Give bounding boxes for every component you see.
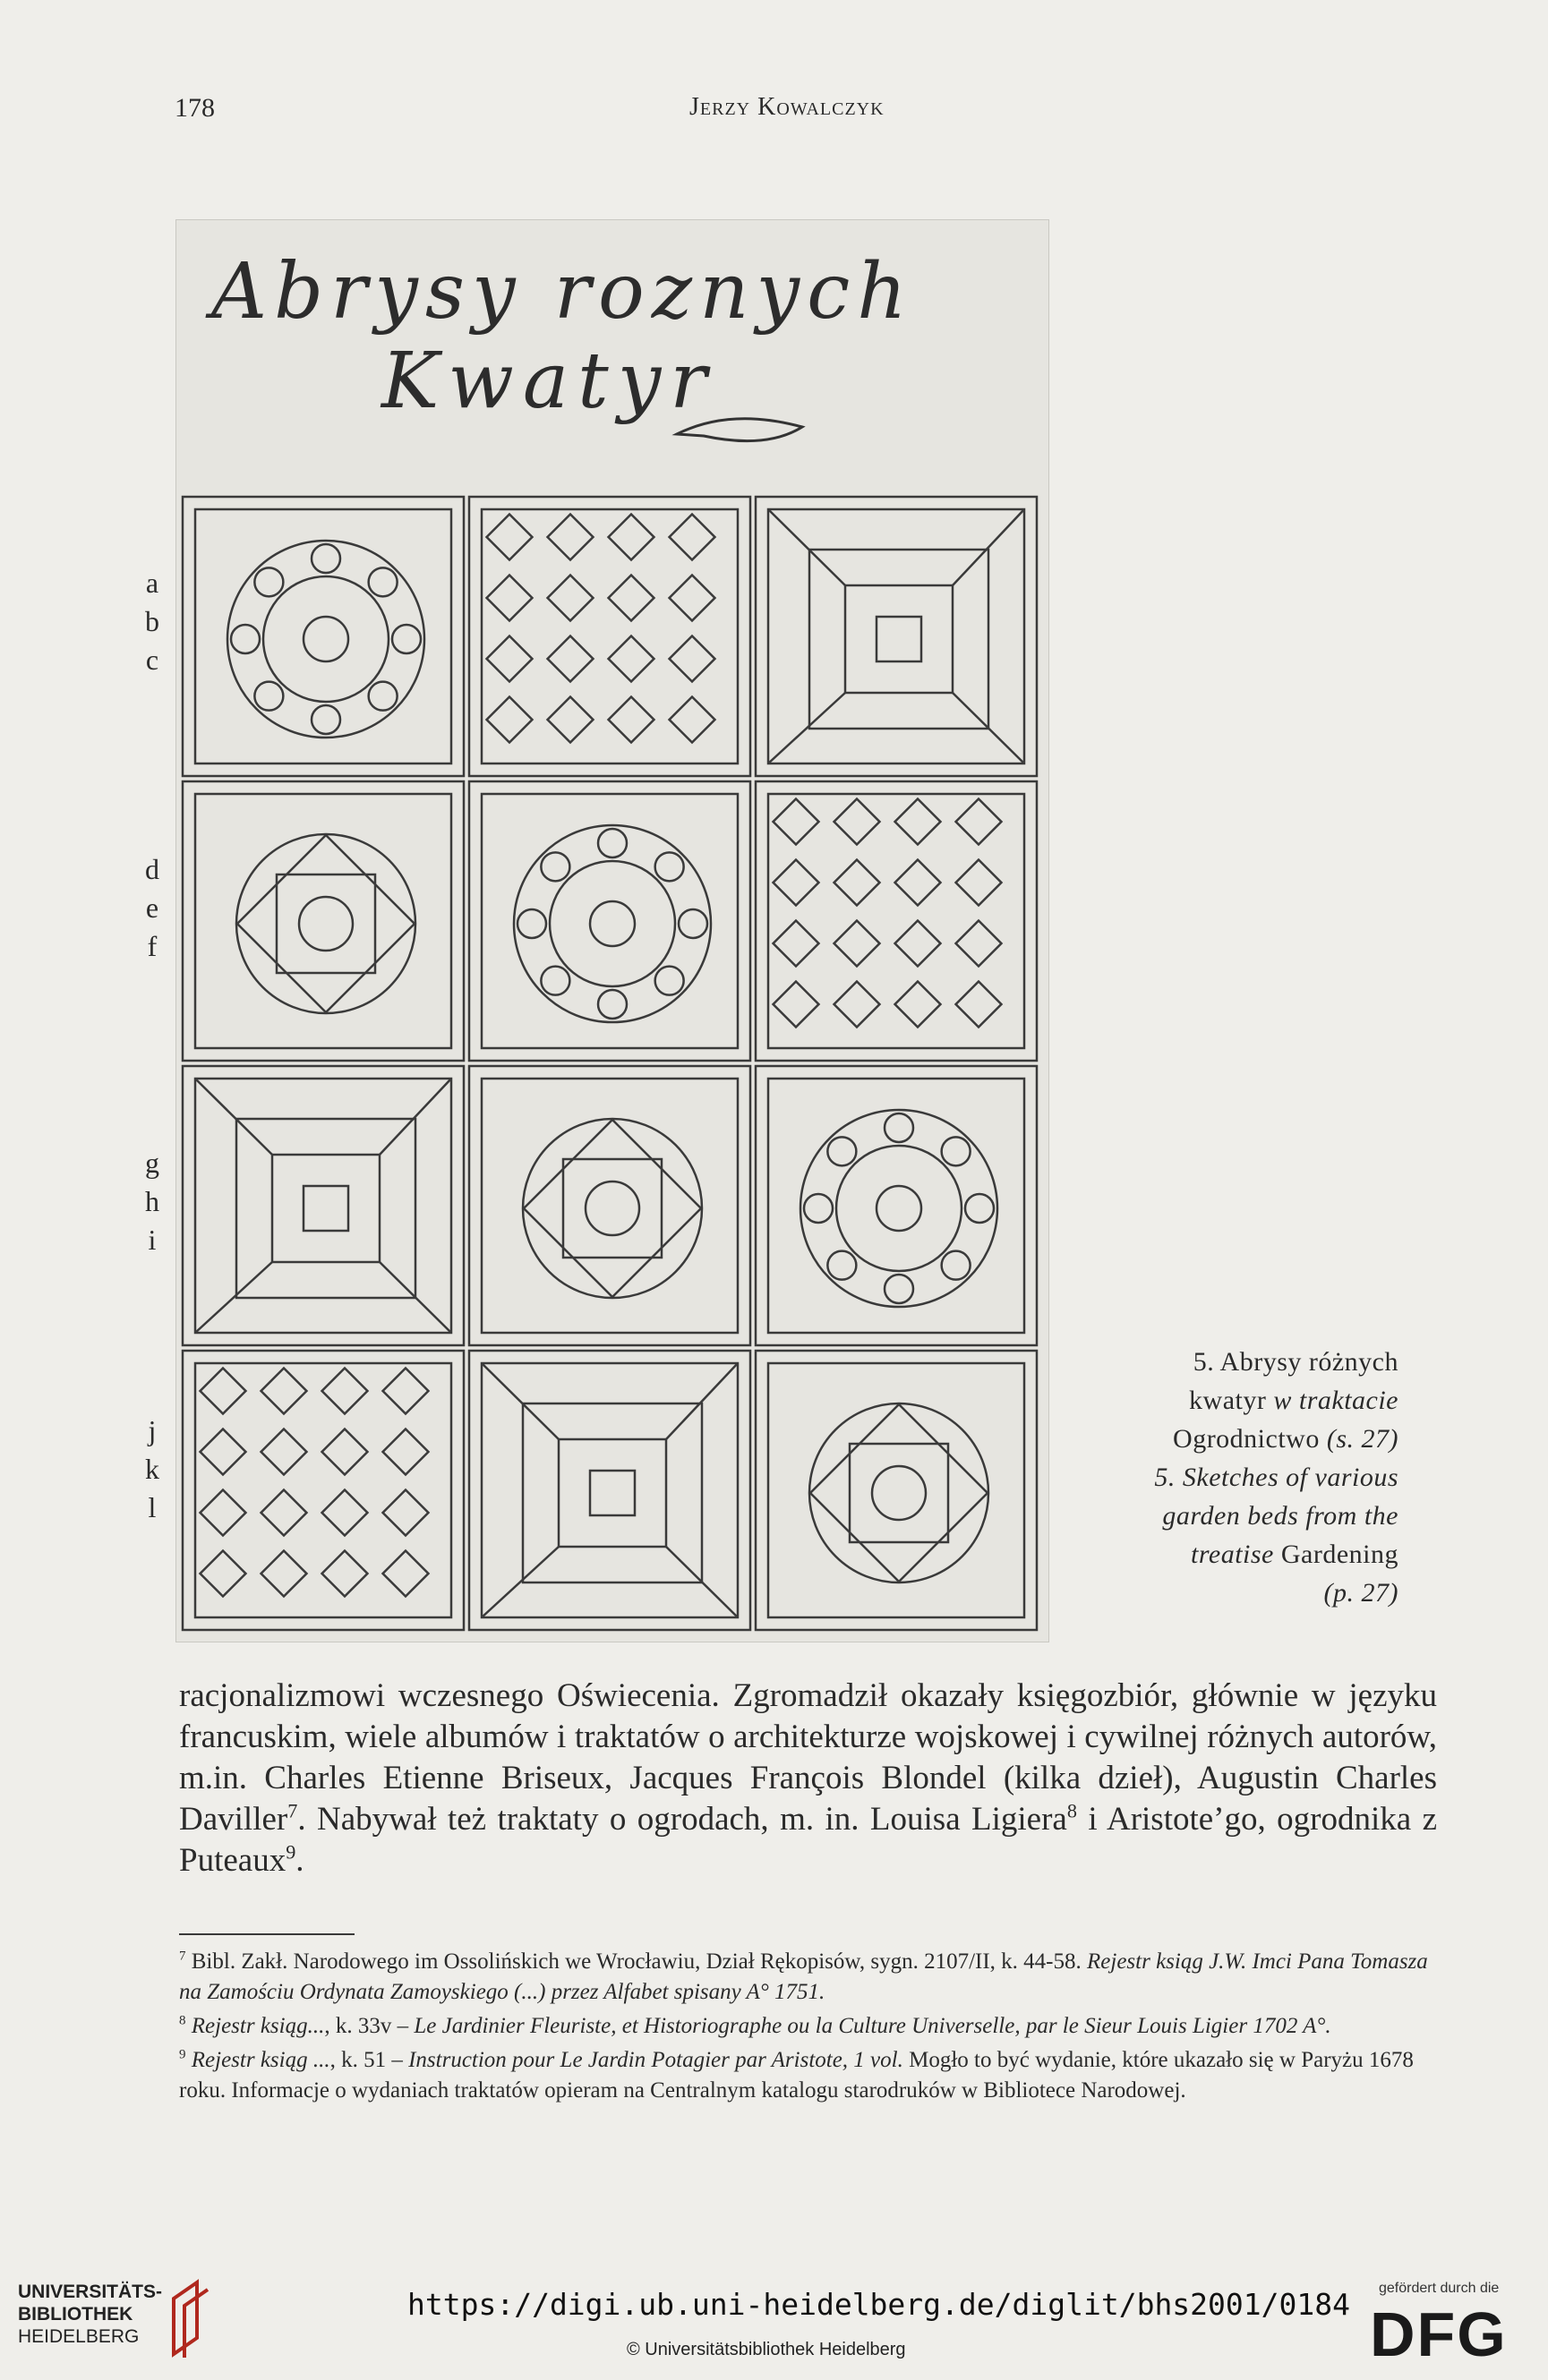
garden-bed-ornament — [956, 799, 1002, 845]
page-number: 178 — [175, 93, 215, 123]
footnote-text-italic: Rejestr ksiąg... — [185, 2014, 325, 2038]
garden-bed-ornament — [201, 1369, 246, 1414]
body-text: . Nabywał też traktaty o ogrodach, m. in. Louisa Ligiera — [297, 1801, 1067, 1838]
garden-bed-ornament — [369, 567, 398, 596]
footnote-number: 8 — [179, 2013, 186, 2028]
caption-line: 5. Abrysy różnych — [1193, 1347, 1398, 1377]
garden-bed-ornament — [272, 1155, 380, 1262]
logo-text: BIBLIOTHEK — [18, 2304, 133, 2325]
garden-bed-border — [482, 794, 738, 1048]
garden-bed-ornament — [845, 585, 953, 693]
footnote-text-italic: Rejestr ksiąg ... — [185, 2048, 330, 2072]
garden-bed-ornament — [895, 799, 941, 845]
garden-bed-ornament — [877, 617, 921, 661]
garden-bed-ornament — [563, 1159, 662, 1258]
garden-bed-ornament — [965, 1194, 994, 1223]
garden-bed-ornament — [670, 697, 715, 743]
row-letter: h — [145, 1185, 159, 1217]
garden-bed-ornament — [609, 515, 654, 560]
garden-bed-ornament — [237, 835, 415, 1012]
garden-bed-ornament — [834, 921, 880, 967]
caption-text-italic: treatise — [1191, 1540, 1274, 1569]
garden-bed-border — [482, 509, 738, 763]
body-text: racjonalizmowi wczesnego Oświecenia. Zgromadził okazały księgozbiór, głównie w języku francuskim, wiele albumów i traktatów o architekturze wojskowej i cywilnej różnych autorów, m.in. Charles Etienne Briseux, Jacques François Blondel (kilka dzieł), Augustin Charles Daviller — [179, 1677, 1437, 1838]
body-text: . — [295, 1842, 304, 1879]
garden-bed-ornament — [482, 1363, 559, 1439]
body-paragraph — [179, 1676, 1437, 1881]
garden-bed-ornament — [834, 860, 880, 906]
garden-bed-ornament — [383, 1490, 429, 1536]
row-letter: g — [145, 1147, 159, 1179]
garden-bed-ornament — [254, 567, 283, 596]
caption-text-italic: w traktacie — [1266, 1386, 1398, 1415]
page-url-link[interactable]: https://digi.ub.uni-heidelberg.de/diglit/bhs2001/0184 — [407, 2287, 1350, 2322]
garden-bed-ornament — [254, 682, 283, 711]
garden-bed-ornament — [261, 1429, 307, 1475]
footnote-8 — [179, 2011, 1437, 2042]
garden-beds-plate — [175, 219, 1049, 1642]
garden-bed-ornament — [517, 909, 546, 938]
garden-bed-ornament — [322, 1369, 368, 1414]
garden-bed-ornament — [369, 682, 398, 711]
garden-bed-ornament — [956, 860, 1002, 906]
garden-bed-ornament — [942, 1251, 971, 1280]
garden-bed-ornament — [942, 1137, 971, 1165]
footnote-number: 9 — [179, 2047, 186, 2062]
handwritten-title-line2: Kwatyr — [381, 337, 716, 426]
garden-bed-ornament — [383, 1551, 429, 1597]
garden-bed-ornament — [195, 1079, 272, 1155]
footnote-text: Bibl. Zakł. Narodowego im Ossolińskich we Wrocławiu, Dział Rękopisów, sygn. 2107/II, k. 44-58. — [185, 1949, 1087, 1974]
row-letter: k — [145, 1453, 159, 1485]
footnote-text: , k. 33v – — [324, 2014, 415, 2038]
garden-bed-ornament — [261, 1551, 307, 1597]
garden-bed-panel — [469, 1066, 750, 1345]
caption-line — [1094, 1381, 1398, 1420]
garden-bed-ornament — [586, 1181, 639, 1235]
garden-bed-ornament — [312, 544, 340, 573]
footnote-7 — [179, 1947, 1437, 2008]
garden-bed-ornament — [590, 901, 635, 946]
row-letter: i — [148, 1224, 157, 1256]
caption-text: kwatyr — [1189, 1386, 1267, 1415]
garden-bed-ornament — [609, 697, 654, 743]
garden-bed-ornament — [304, 617, 348, 661]
garden-bed-ornament — [679, 909, 707, 938]
footnote-number: 7 — [179, 1949, 186, 1964]
caption-line: (p. 27) — [1323, 1578, 1398, 1608]
garden-bed-ornament — [312, 705, 340, 734]
row-letters-1 — [141, 564, 163, 679]
garden-bed-ornament — [809, 1403, 988, 1582]
ub-logo-mark-icon — [161, 2279, 215, 2359]
garden-bed-ornament — [201, 1429, 246, 1475]
garden-bed-ornament — [487, 697, 533, 743]
caption-text: Ogrodnictwo — [1173, 1424, 1320, 1454]
garden-bed-border — [195, 1363, 451, 1617]
garden-bed-ornament — [261, 1490, 307, 1536]
garden-bed-ornament — [548, 576, 594, 621]
row-letter: c — [145, 644, 159, 676]
row-letter: e — [145, 891, 159, 924]
garden-bed-ornament — [895, 860, 941, 906]
garden-bed-ornament — [550, 861, 675, 986]
garden-bed-ornament — [236, 834, 415, 1013]
garden-bed-ornament — [201, 1490, 246, 1536]
garden-bed-ornament — [559, 1439, 666, 1547]
garden-bed-ornament — [774, 982, 819, 1028]
footnote-ref[interactable]: 9 — [286, 1840, 296, 1864]
row-letters-2 — [141, 850, 163, 966]
running-head: Jerzy Kowalczyk — [689, 93, 885, 121]
garden-bed-ornament — [261, 1369, 307, 1414]
garden-bed-ornament — [774, 921, 819, 967]
garden-bed-ornament — [768, 509, 845, 585]
garden-bed-ornament — [804, 1194, 833, 1223]
garden-bed-ornament — [548, 515, 594, 560]
logo-text: HEIDELBERG — [18, 2326, 140, 2347]
garden-bed-ornament — [514, 825, 711, 1022]
caption-text: Gardening — [1273, 1540, 1398, 1569]
row-letter: j — [148, 1414, 157, 1446]
caption-line: garden beds from the — [1162, 1501, 1398, 1531]
garden-bed-ornament — [548, 697, 594, 743]
garden-bed-ornament — [304, 1186, 348, 1231]
row-letter: d — [145, 853, 159, 885]
garden-bed-ornament — [523, 1119, 702, 1298]
garden-bed-ornament — [836, 1146, 962, 1271]
garden-bed-ornament — [895, 982, 941, 1028]
garden-bed-ornament — [487, 515, 533, 560]
garden-bed-ornament — [872, 1466, 926, 1520]
garden-bed-ornament — [885, 1275, 913, 1303]
ub-heidelberg-logo[interactable] — [18, 2281, 162, 2348]
caption-line — [1094, 1535, 1398, 1574]
garden-bed-panel — [183, 781, 464, 1061]
garden-bed-ornament — [877, 1186, 921, 1231]
footnote-ref[interactable]: 8 — [1066, 1799, 1077, 1822]
caption-text-italic: (s. 27) — [1319, 1424, 1398, 1454]
row-letter: b — [145, 605, 159, 637]
figure-caption — [1094, 1343, 1398, 1612]
garden-bed-ornament — [800, 1110, 997, 1307]
garden-bed-ornament — [487, 636, 533, 682]
garden-bed-ornament — [885, 1113, 913, 1142]
garden-bed-panel — [756, 1351, 1037, 1630]
caption-line — [1094, 1420, 1398, 1458]
garden-bed-ornament — [810, 1404, 988, 1582]
garden-bed-ornament — [655, 967, 684, 995]
garden-bed-ornament — [227, 541, 424, 738]
garden-bed-ornament — [299, 897, 353, 951]
dfg-logo[interactable]: DFG — [1370, 2299, 1508, 2369]
garden-bed-ornament — [850, 1444, 948, 1542]
garden-bed-ornament — [383, 1429, 429, 1475]
footnote-ref[interactable]: 7 — [287, 1799, 298, 1822]
garden-bed-ornament — [834, 982, 880, 1028]
dfg-note: gefördert durch die — [1379, 2281, 1500, 2296]
garden-bed-ornament — [524, 1120, 701, 1297]
garden-bed-ornament — [590, 1471, 635, 1515]
garden-bed-ornament — [322, 1490, 368, 1536]
footnote-text: Mogło to być wydanie, które ukazało się w Paryżu 1678 roku. Informacje o wydaniach traktatów opieram na Centralnym katalogu starodruków w Bibliotece Narodowej. — [179, 2048, 1414, 2103]
garden-bed-ornament — [277, 874, 375, 973]
garden-bed-ornament — [774, 860, 819, 906]
garden-bed-ornament — [670, 576, 715, 621]
caption-line: 5. Sketches of various — [1154, 1463, 1398, 1492]
row-letter: f — [147, 930, 158, 962]
handwritten-title-line1: Abrysy roznych — [211, 247, 914, 337]
garden-bed-ornament — [231, 625, 260, 653]
garden-bed-border — [768, 794, 1024, 1048]
garden-bed-ornament — [322, 1551, 368, 1597]
garden-bed-ornament — [609, 636, 654, 682]
garden-bed-ornament — [895, 921, 941, 967]
garden-bed-ornament — [956, 982, 1002, 1028]
garden-bed-ornament — [598, 829, 627, 857]
row-letters-4 — [141, 1412, 163, 1527]
footnote-9 — [179, 2045, 1437, 2106]
garden-bed-ornament — [827, 1251, 856, 1280]
garden-bed-ornament — [541, 967, 569, 995]
garden-bed-ornament — [201, 1551, 246, 1597]
row-letters-3 — [141, 1144, 163, 1259]
garden-bed-border — [768, 1079, 1024, 1333]
garden-bed-ornament — [834, 799, 880, 845]
garden-bed-border — [195, 509, 451, 763]
garden-bed-ornament — [670, 515, 715, 560]
copyright-notice: © Universitätsbibliothek Heidelberg — [627, 2340, 906, 2359]
logo-text: UNIVERSITÄTS- — [18, 2282, 163, 2302]
garden-bed-ornament — [383, 1369, 429, 1414]
footnotes — [179, 1947, 1437, 2110]
garden-bed-ornament — [774, 799, 819, 845]
garden-beds-drawing — [175, 219, 1049, 1642]
row-letter: a — [145, 567, 159, 599]
row-letter: l — [148, 1491, 157, 1523]
garden-bed-ornament — [487, 576, 533, 621]
footnote-text-italic: Rejestr ksiąg J.W. Imci Pana Tomasza na Zamościu Ordynata Zamoyskiego (...) przez Alfabet spisany A° 1751. — [179, 1949, 1428, 2004]
garden-bed-ornament — [598, 990, 627, 1019]
garden-bed-ornament — [322, 1429, 368, 1475]
garden-bed-ornament — [655, 852, 684, 881]
garden-bed-ornament — [263, 576, 389, 702]
footnote-text-italic: Le Jardinier Fleuriste, et Historiographe ou la Culture Universelle, par le Sieur Louis Ligier 1702 A°. — [414, 2014, 1331, 2038]
garden-bed-ornament — [670, 636, 715, 682]
garden-bed-ornament — [548, 636, 594, 682]
body-text: i Aristote’go, ogrodnika z Puteaux — [179, 1801, 1437, 1879]
garden-bed-ornament — [392, 625, 421, 653]
garden-bed-ornament — [541, 852, 569, 881]
garden-bed-ornament — [827, 1137, 856, 1165]
footnote-rule — [179, 1933, 355, 1935]
footnote-text-italic: Instruction pour Le Jardin Potagier par Aristote, 1 vol. — [408, 2048, 903, 2072]
garden-bed-ornament — [956, 921, 1002, 967]
footnote-text: , k. 51 – — [329, 2048, 409, 2072]
garden-bed-ornament — [609, 576, 654, 621]
